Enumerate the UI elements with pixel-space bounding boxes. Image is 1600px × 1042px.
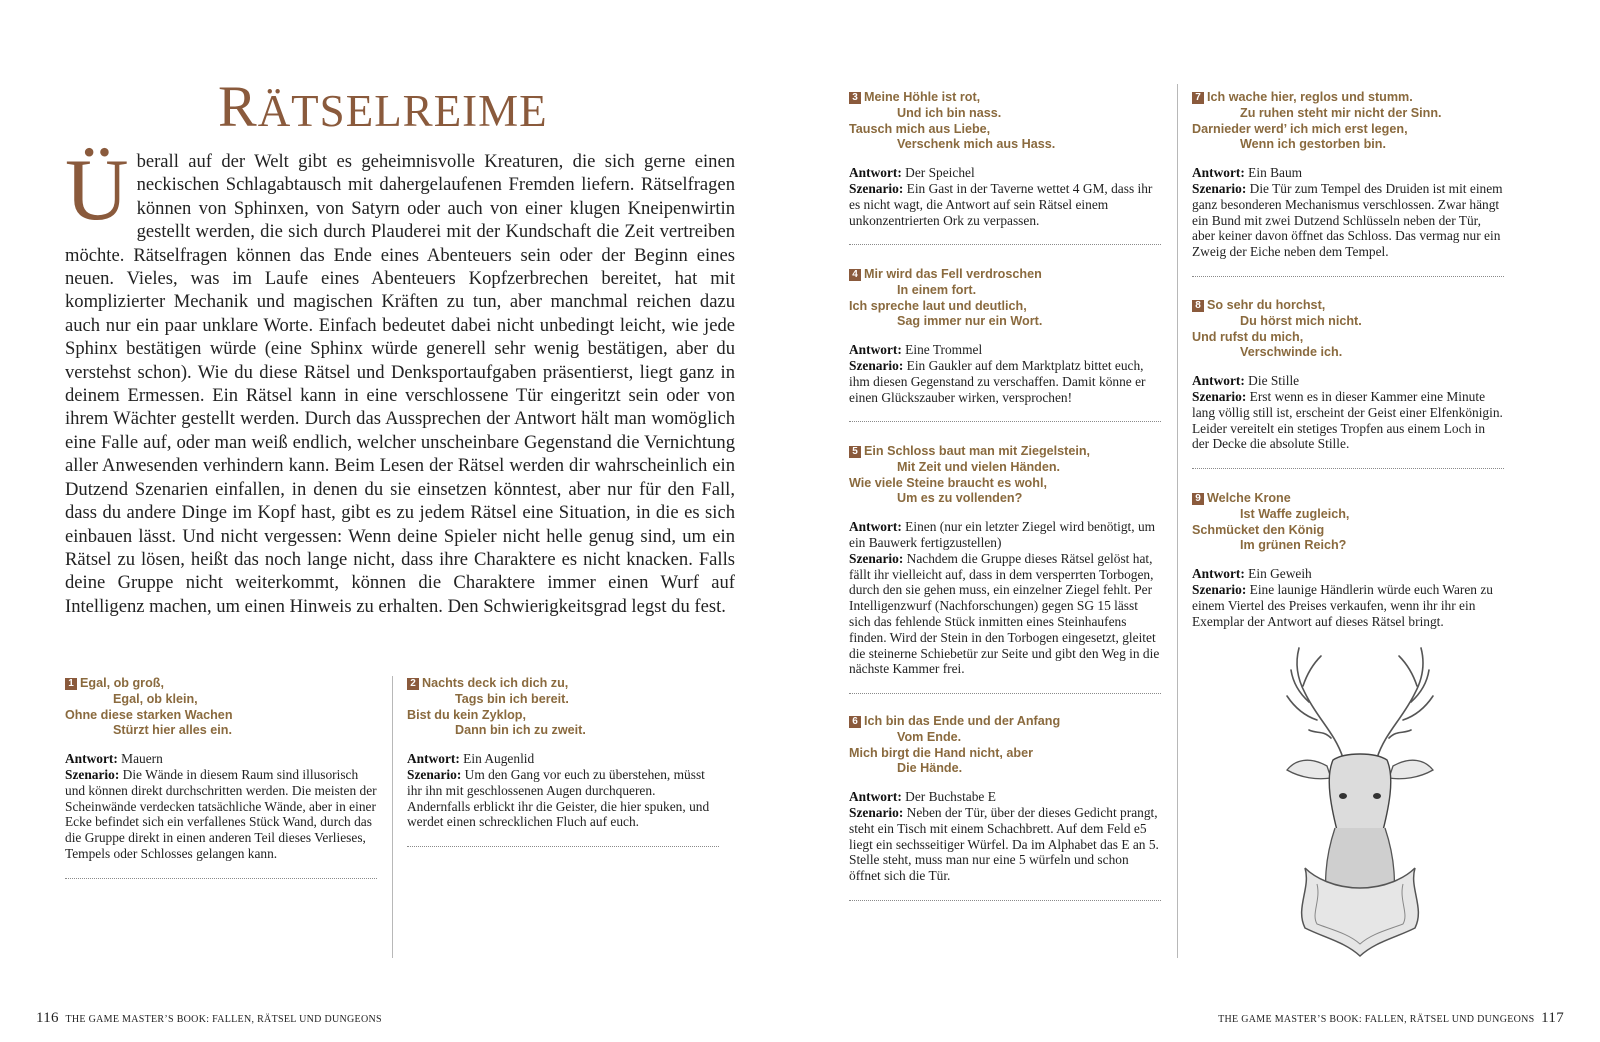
verse-line-text: Dann bin ich zu zweit.	[455, 723, 586, 738]
riddle-4	[849, 267, 1161, 422]
scenario-label: Szenario:	[1192, 581, 1247, 597]
footer-right	[1218, 1010, 1564, 1027]
intro-paragraph	[65, 142, 735, 618]
verse-line-text: Ohne diese starken Wachen	[65, 707, 233, 722]
riddle-number-badge: 7	[1192, 92, 1204, 104]
verse-line-text: Schmücket den König	[1192, 522, 1325, 537]
verse-line	[1192, 314, 1504, 330]
verse-line	[1192, 345, 1504, 361]
riddle-answer	[849, 165, 1161, 181]
verse-line	[849, 476, 1161, 492]
scenario-text: Nachdem die Gruppe dieses Rätsel gelöst hat, fällt ihr vielleicht auf, dass in dem versperrten Torbogen, durch den sie gehen muss, ein einzelner Ziegel fehlt. Per Intelligenzwurf (Nachforschungen) gegen SG 15 lässt sich das fehlende Stück inmitten eines Steinhaufens finden. Wird der Stein in den Torbogen eingesetzt, gleitet die steinerne Schiebetür zur Seite und gibt den Weg in die nächste Kammer frei.	[849, 550, 1160, 677]
answer-text: Ein Geweih	[1248, 566, 1312, 582]
answer-text: Mauern	[121, 751, 163, 767]
verse-line-text: Vom Ende.	[897, 729, 962, 744]
verse-line-text: Bist du kein Zyklop,	[407, 707, 526, 722]
riddle-7	[1192, 90, 1504, 277]
verse-line-text: Welche Krone	[1207, 491, 1291, 505]
answer-text: Der Speichel	[905, 165, 975, 181]
answer-label: Antwort:	[849, 789, 902, 805]
scenario-label: Szenario:	[849, 180, 904, 196]
answer-label: Antwort:	[849, 519, 902, 535]
verse-line	[849, 746, 1161, 762]
answer-text: Einen (nur ein letzter Ziegel wird benötigt, um ein Bauwerk fertigzustellen)	[849, 519, 1156, 550]
riddle-number-badge: 3	[849, 92, 861, 104]
riddle-verse	[849, 90, 1161, 153]
riddle-answer	[1192, 373, 1504, 389]
verse-line-text: Die Hände.	[897, 761, 963, 776]
scenario-text: Eine launige Händlerin würde euch Waren zu einem Viertel des Preises verkaufen, wenn ihr ihr ein Exemplar der Antwort auf dieses Rätsel bringt.	[1192, 581, 1493, 629]
verse-line	[849, 122, 1161, 138]
riddle-verse	[1192, 90, 1504, 153]
riddle-verse	[65, 676, 377, 739]
riddle-scenario	[849, 805, 1161, 884]
verse-line-text: Sag immer nur ein Wort.	[897, 314, 1043, 329]
dotted-separator	[849, 244, 1161, 245]
scenario-text: Neben der Tür, über der dieses Gedicht prangt, steht ein Tisch mit einem Schachbrett. Auf dem Feld e5 liegt ein sechsseitiger Würfel. Da im Alphabet das E an 5. Stelle steht, muss man nur eine 5 würfeln und schon öffnet sich die Tür.	[849, 804, 1159, 884]
verse-line-text: Tags bin ich bereit.	[455, 691, 569, 706]
riddle-number-badge: 4	[849, 269, 861, 281]
dotted-separator	[849, 900, 1161, 901]
verse-line-text: Darnieder werd’ ich mich erst legen,	[1192, 121, 1408, 136]
scenario-text: Die Wände in diesem Raum sind illusorisch und können direkt durchschritten werden. Die meisten der Scheinwände verdecken tatsächliche Wände, aber in einer Ecke befindet sich ein verfallenes Stück Wand, durch das die Gruppe direkt in einen anderen Teil dieses Verlieses, Tempels oder Schlosses gelangen kann.	[65, 766, 377, 861]
scenario-text: Die Tür zum Tempel des Druiden ist mit einem ganz besonderen Mechanismus verschlossen. Zwar hängt ein Bund mit zwei Dutzend Schlüsseln neben der Tür, aber keiner davon öffnet das Schloss. Das vermag nur ein Zweig der Eiche neben dem Tempel.	[1192, 180, 1503, 260]
page-number-right: 117	[1541, 1010, 1564, 1026]
verse-line-text: Meine Höhle ist rot,	[864, 90, 981, 104]
riddle-number-badge: 1	[65, 678, 77, 690]
verse-line-text: Stürzt hier alles ein.	[113, 723, 232, 738]
verse-line-text: Ein Schloss baut man mit Ziegelstein,	[864, 444, 1091, 458]
page-number-left: 116	[36, 1010, 59, 1026]
dotted-separator	[1192, 276, 1504, 277]
verse-line	[849, 444, 1161, 460]
verse-line	[65, 676, 377, 692]
verse-line	[1192, 122, 1504, 138]
riddle-scenario	[849, 551, 1161, 677]
answer-text: Ein Baum	[1248, 165, 1303, 181]
riddle-verse	[849, 714, 1161, 777]
verse-line-text: Im grünen Reich?	[1240, 538, 1347, 553]
verse-line-text: Mich birgt die Hand nicht, aber	[849, 745, 1034, 760]
answer-label: Antwort:	[65, 751, 118, 767]
verse-line-text: Ich spreche laut und deutlich,	[849, 298, 1027, 313]
riddle-9	[1192, 491, 1504, 629]
verse-line-text: So sehr du horchst,	[1207, 298, 1326, 312]
verse-line-text: Verschenk mich aus Hass.	[897, 137, 1056, 152]
riddle-number-badge: 9	[1192, 493, 1204, 505]
verse-line	[849, 314, 1161, 330]
verse-line-text: Egal, ob groß,	[80, 676, 164, 690]
riddle-verse	[1192, 298, 1504, 361]
chapter-title-rest: ÄTSELREIME	[257, 86, 548, 136]
verse-line	[65, 692, 377, 708]
riddle-verse	[407, 676, 719, 739]
riddle-verse	[1192, 491, 1504, 554]
footer-book-title-right: THE GAME MASTER’S BOOK: FALLEN, RÄTSEL UND DUNGEONS	[1218, 1014, 1535, 1025]
answer-label: Antwort:	[1192, 566, 1245, 582]
answer-text: Eine Trommel	[905, 342, 983, 358]
footer-left	[36, 1010, 382, 1027]
riddle-scenario	[1192, 181, 1504, 260]
verse-line	[407, 708, 719, 724]
verse-line	[407, 676, 719, 692]
dotted-separator	[849, 693, 1161, 694]
scenario-text: Erst wenn es in dieser Kammer eine Minute lang völlig still ist, erscheint der Geist einer Elfenkönigin. Leider vereitelt ein stetiges Tropfen aus einem Loch in der Decke die absolute Stille.	[1192, 388, 1503, 452]
scenario-label: Szenario:	[1192, 180, 1247, 196]
footer-book-title-left: THE GAME MASTER’S BOOK: FALLEN, RÄTSEL UND DUNGEONS	[65, 1014, 382, 1025]
verse-line	[407, 692, 719, 708]
verse-line-text: Wenn ich gestorben bin.	[1240, 137, 1387, 152]
riddle-number-badge: 5	[849, 446, 861, 458]
riddle-answer	[1192, 165, 1504, 181]
riddle-number-badge: 2	[407, 678, 419, 690]
verse-line-text: Mir wird das Fell verdroschen	[864, 267, 1042, 281]
answer-label: Antwort:	[1192, 165, 1245, 181]
dotted-separator	[65, 878, 377, 879]
verse-line-text: Egal, ob klein,	[113, 691, 198, 706]
riddle-verse	[849, 267, 1161, 330]
riddle-number-badge: 8	[1192, 300, 1204, 312]
riddle-scenario	[65, 767, 377, 862]
dotted-separator	[849, 421, 1161, 422]
scenario-text: Um den Gang vor euch zu überstehen, müsst ihr ihn mit geschlossenen Augen durchqueren. Andernfalls erblickt ihr die Geister, die hier spuken, und werdet einen schrecklichen Fluch auf euch.	[407, 766, 710, 830]
riddle-2	[407, 676, 719, 847]
verse-line	[65, 708, 377, 724]
verse-line	[849, 714, 1161, 730]
verse-line-text: Zu ruhen steht mir nicht der Sinn.	[1240, 105, 1442, 120]
column-rule-right	[1177, 84, 1178, 958]
riddle-scenario	[1192, 582, 1504, 629]
verse-line-text: Wie viele Steine braucht es wohl,	[849, 475, 1047, 490]
dotted-separator	[1192, 468, 1504, 469]
riddle-number-badge: 6	[849, 716, 861, 728]
riddle-1	[65, 676, 377, 879]
riddle-6	[849, 714, 1161, 901]
riddle-answer	[407, 751, 719, 767]
verse-line	[849, 730, 1161, 746]
verse-line-text: Nachts deck ich dich zu,	[422, 676, 569, 690]
answer-text: Die Stille	[1248, 373, 1300, 389]
answer-label: Antwort:	[849, 342, 902, 358]
drop-cap: Ü	[65, 142, 129, 239]
verse-line-text: Und rufst du mich,	[1192, 329, 1304, 344]
verse-line-text: Ich wache hier, reglos und stumm.	[1207, 90, 1413, 104]
verse-line	[849, 90, 1161, 106]
scenario-label: Szenario:	[407, 766, 462, 782]
verse-line	[1192, 330, 1504, 346]
riddle-8	[1192, 298, 1504, 469]
verse-line	[849, 267, 1161, 283]
verse-line	[1192, 106, 1504, 122]
verse-line	[849, 299, 1161, 315]
verse-line	[849, 106, 1161, 122]
verse-line	[849, 491, 1161, 507]
riddle-answer	[849, 519, 1161, 551]
verse-line-text: Du hörst mich nicht.	[1240, 313, 1362, 328]
verse-line	[1192, 523, 1504, 539]
stag-trophy-illustration	[1265, 638, 1455, 958]
riddle-3	[849, 90, 1161, 245]
verse-line-text: Verschwinde ich.	[1240, 345, 1343, 360]
intro-text: berall auf der Welt gibt es geheimnisvolle Kreaturen, die sich gerne einen neckischen Schlagabtausch mit dahergelaufenen Fremden liefern. Rätselfragen können von Sphinxen, von Satyrn oder auch von einer klugen Kneipenwirtin gestellt werden, die sich durch Plauderei mit der Kundschaft die Zeit vertreiben möchte. Rätselfragen können das Ende eines Abenteuers sein oder der Beginn eines neuen. Vieles, was im Laufe eines Abenteuers Kopfzerbrechen bereitet, hat mit komplizierter Mechanik und magischen Kräften zu tun, aber manchmal reichen dazu auch nur ein paar unklare Worte. Einfach bedeutet dabei nicht unbedingt leicht, wie jede Sphinx bestätigen würde (eine Sphinx würde generell sehr wenig bestätigen, aber du verstehst schon). Wie du diese Rätsel und Denksportaufgaben präsentierst, liegt ganz in deinem Ermessen. Ein Rätsel kann in eine verschlossene Tür eingeritzt sein oder von ihrem Wächter gestellt werden. Durch das Aussprechen der Antwort hält man womöglich eine Falle auf, oder man weiß endlich, welcher unscheinbare Gegenstand die Vernichtung aller Anwesenden verhindern kann. Beim Lesen der Rätsel werden dir wahrscheinlich ein Dutzend Szenarien einfallen, in denen du sie einsetzen könntest, aber nur für den Fall, dass du andere Dinge im Kopf hast, gibt es zu jedem Rätsel eine Situation, in die es sich einbauen lässt. Und nicht vergessen: Wenn deine Spieler nicht helle genug sind, um ein Rätsel zu lösen, heißt das noch lange nicht, dass ihre Charaktere es nicht knacken. Falls deine Gruppe nicht weiterkommt, können die Charaktere immer einen Wurf auf Intelligenz machen, um einen Hinweis zu erhalten. Den Schwierigkeitsgrad legst du fest.	[65, 151, 735, 617]
riddle-scenario	[1192, 389, 1504, 452]
verse-line	[849, 761, 1161, 777]
riddle-scenario	[849, 358, 1161, 405]
chapter-title: RÄTSELREIME	[218, 74, 548, 139]
scenario-label: Szenario:	[1192, 388, 1247, 404]
verse-line	[1192, 90, 1504, 106]
verse-line	[407, 723, 719, 739]
riddle-scenario	[407, 767, 719, 830]
verse-line	[1192, 137, 1504, 153]
riddle-scenario	[849, 181, 1161, 228]
riddle-answer	[849, 342, 1161, 358]
verse-line-text: Tausch mich aus Liebe,	[849, 121, 991, 136]
scenario-text: Ein Gaukler auf dem Marktplatz bittet euch, ihm diesen Gegenstand zu verschaffen. Damit könne er einen Glückszauber wirken, versprochen!	[849, 357, 1146, 405]
answer-label: Antwort:	[1192, 373, 1245, 389]
verse-line	[1192, 538, 1504, 554]
column-rule-left	[392, 676, 393, 958]
verse-line-text: Ich bin das Ende und der Anfang	[864, 714, 1061, 728]
verse-line-text: Mit Zeit und vielen Händen.	[897, 459, 1061, 474]
verse-line-text: Um es zu vollenden?	[897, 491, 1023, 506]
scenario-label: Szenario:	[849, 550, 904, 566]
verse-line	[1192, 491, 1504, 507]
scenario-text: Ein Gast in der Taverne wettet 4 GM, dass ihr es nicht wagt, die Antwort auf sein Rätsel einem unkonzentrierten Ork zu verpassen.	[849, 180, 1153, 228]
answer-text: Ein Augenlid	[463, 751, 535, 767]
answer-label: Antwort:	[849, 165, 902, 181]
verse-line	[1192, 507, 1504, 523]
riddle-answer	[849, 789, 1161, 805]
verse-line-text: Und ich bin nass.	[897, 105, 1002, 120]
riddle-5	[849, 444, 1161, 694]
verse-line	[849, 137, 1161, 153]
verse-line	[849, 283, 1161, 299]
verse-line-text: Ist Waffe zugleich,	[1240, 506, 1350, 521]
scenario-label: Szenario:	[849, 357, 904, 373]
dotted-separator	[407, 846, 719, 847]
scenario-label: Szenario:	[849, 804, 904, 820]
riddle-answer	[65, 751, 377, 767]
answer-text: Der Buchstabe E	[905, 789, 996, 805]
verse-line	[65, 723, 377, 739]
verse-line	[1192, 298, 1504, 314]
riddle-answer	[1192, 566, 1504, 582]
verse-line	[849, 460, 1161, 476]
verse-line-text: In einem fort.	[897, 282, 977, 297]
scenario-label: Szenario:	[65, 766, 120, 782]
answer-label: Antwort:	[407, 751, 460, 767]
riddle-verse	[849, 444, 1161, 507]
